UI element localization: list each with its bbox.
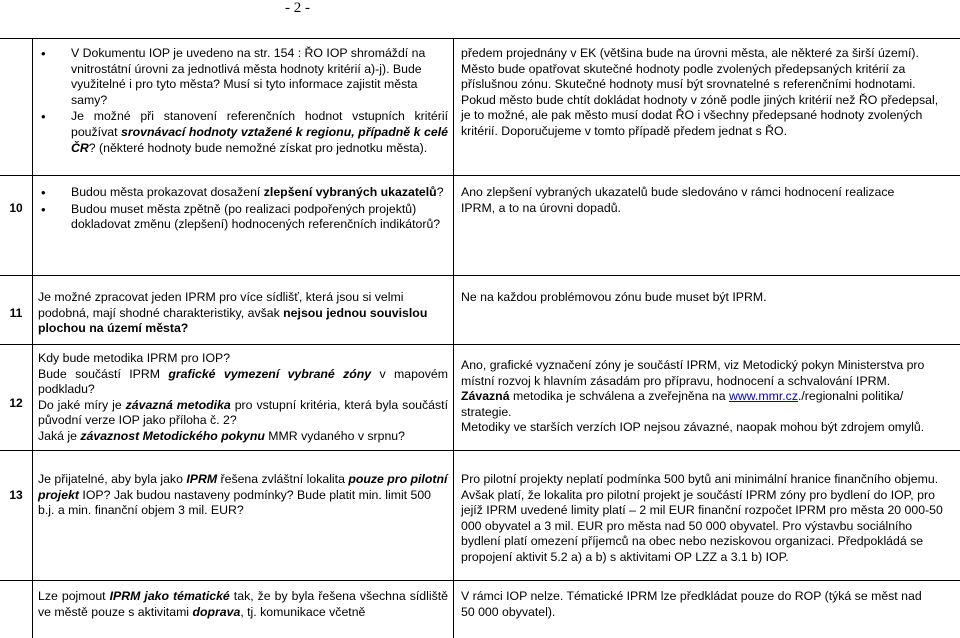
row-number: 13 bbox=[9, 488, 23, 502]
faq-table bbox=[0, 38, 960, 638]
list-item: • Budou města prokazovat dosažení zlepšení vybraných ukazatelů? bbox=[34, 185, 448, 201]
page-number: - 2 - bbox=[285, 0, 310, 16]
table-row: Lze pojmout IPRM jako tématické tak, že by byla řešena všechna sídliště ve městě pouze s aktivitami doprava, tj. komunikace včetně bbox=[38, 589, 448, 619]
column-divider bbox=[32, 38, 33, 638]
row-number: 12 bbox=[9, 396, 23, 410]
table-row: Je přijatelné, aby byla jako IPRM řešena zvláštní lokalita pouze pro pilotní projekt IOP? Jak budou nastaveny podmínky? Bude platit min. limit 500 b.j. a min. finanční objem 3 mil. EUR? bbox=[38, 472, 448, 518]
row-number: 11 bbox=[9, 306, 23, 320]
row-divider bbox=[0, 580, 960, 581]
list-item: • Budou muset města zpětně (po realizaci podpořených projektů) dokladovat změnu (zlepšení) hodnocených referenčních indikátorů? bbox=[34, 202, 448, 233]
answer-cell: Pro pilotní projekty neplatí podmínka 500 bytů ani minimální hranice finančního objemu. Avšak platí, že lokalita pro pilotní projekt je součástí IPRM zóny pro bydlení do IOP, pro jejíž IPRM uvedené limity platí – 2 mil EUR finanční rozpočet IPRM pro města 20 000-50 000 obyvatel a 3 mil. EUR pro města nad 50 000 obyvatel. Pro výstavbu sociálního bydlení platí omezení příjemců na obec nebo neziskovou organizaci. Předpokládá se propojení aktivit 5.2 a) a b) s aktivitami OP LZZ a 3.1 b) IOP. bbox=[461, 472, 943, 564]
answer-cell: předem projednány v EK (většina bude na úrovni města, ale některé za širší území). Město bude opatřovat skutečné hodnoty podle zvolených předepsaných kritérií za příslušnou zónu. Skutečné hodnoty musí být srovnatelné s referenčními hodnotami. Pokud město bude chtít dokládat hodnoty v zóně podle jiných kritérií než ŘO předepsal, je to možné, ale pak město musí dodat ŘO i všechny předepsané hodnoty zvolených kritérií. Doporučujeme v tomto případě předem jednat s ŘO. bbox=[461, 46, 939, 138]
row-divider bbox=[0, 450, 960, 451]
row-divider bbox=[0, 344, 960, 345]
row-divider bbox=[0, 175, 960, 176]
table-row: Kdy bude metodika IPRM pro IOP? Bude součástí IPRM grafické vymezení vybrané zóny v mapovém podkladu? Do jaké míry je závazná metodika pro vstupní kritéria, která byla součástí původní verze IOP jako příloha č. 2? Jaká je závaznost Metodického pokynu MMR vydaného v srpnu? bbox=[38, 351, 448, 443]
row-divider bbox=[0, 38, 960, 39]
answer-cell: Ne na každou problémovou zónu bude muset být IPRM. bbox=[461, 290, 767, 304]
list-item: • Je možné při stanovení referenčních hodnot vstupních kritérií používat srovnávací hodnoty vztažené k regionu, případně k celé ČR? (některé hodnoty bude nemožné získat pro jednotku města). bbox=[34, 109, 448, 156]
mmr-link[interactable]: www.mmr.cz bbox=[728, 389, 798, 404]
answer-cell: V rámci IOP nelze. Tématické IPRM lze předkládat pouze do ROP (týká se měst nad 50 000 obyvatel). bbox=[461, 589, 922, 619]
row-number: 10 bbox=[9, 201, 23, 215]
row-divider bbox=[0, 275, 960, 276]
table-row bbox=[34, 185, 448, 233]
answer-cell: Ano zlepšení vybraných ukazatelů bude sledováno v rámci hodnocení realizace IPRM, a to na úrovni dopadů. bbox=[461, 185, 895, 215]
column-divider bbox=[453, 38, 454, 638]
table-row: Je možné zpracovat jeden IPRM pro více sídlišť, která jsou si velmi podobná, mají shodné charakteristiky, avšak nejsou jednou souvislou plochou na území města? bbox=[38, 290, 428, 336]
list-item: • V Dokumentu IOP je uvedeno na str. 154 : ŘO IOP shromáždí na vnitrostátní úrovni za jednotlivá města hodnoty kritérií a)-j). Bude využitelné i pro tyto města? Musí si tyto informace zajistit města samy? bbox=[34, 46, 448, 108]
answer-cell: Ano, grafické vyznačení zóny je součástí IPRM, viz Metodický pokyn Ministerstva pro místní rozvoj k hlavním zásadám pro přípravu, hodnocení a schvalování IPRM. Závazná metodika je schválena a zveřejněna na www.mmr.cz./regionalni politika/ strategie. Metodiky ve starších verzích IOP nejsou závazné, naopak mohou být zdrojem omylů. bbox=[461, 358, 925, 435]
table-row bbox=[34, 46, 448, 156]
